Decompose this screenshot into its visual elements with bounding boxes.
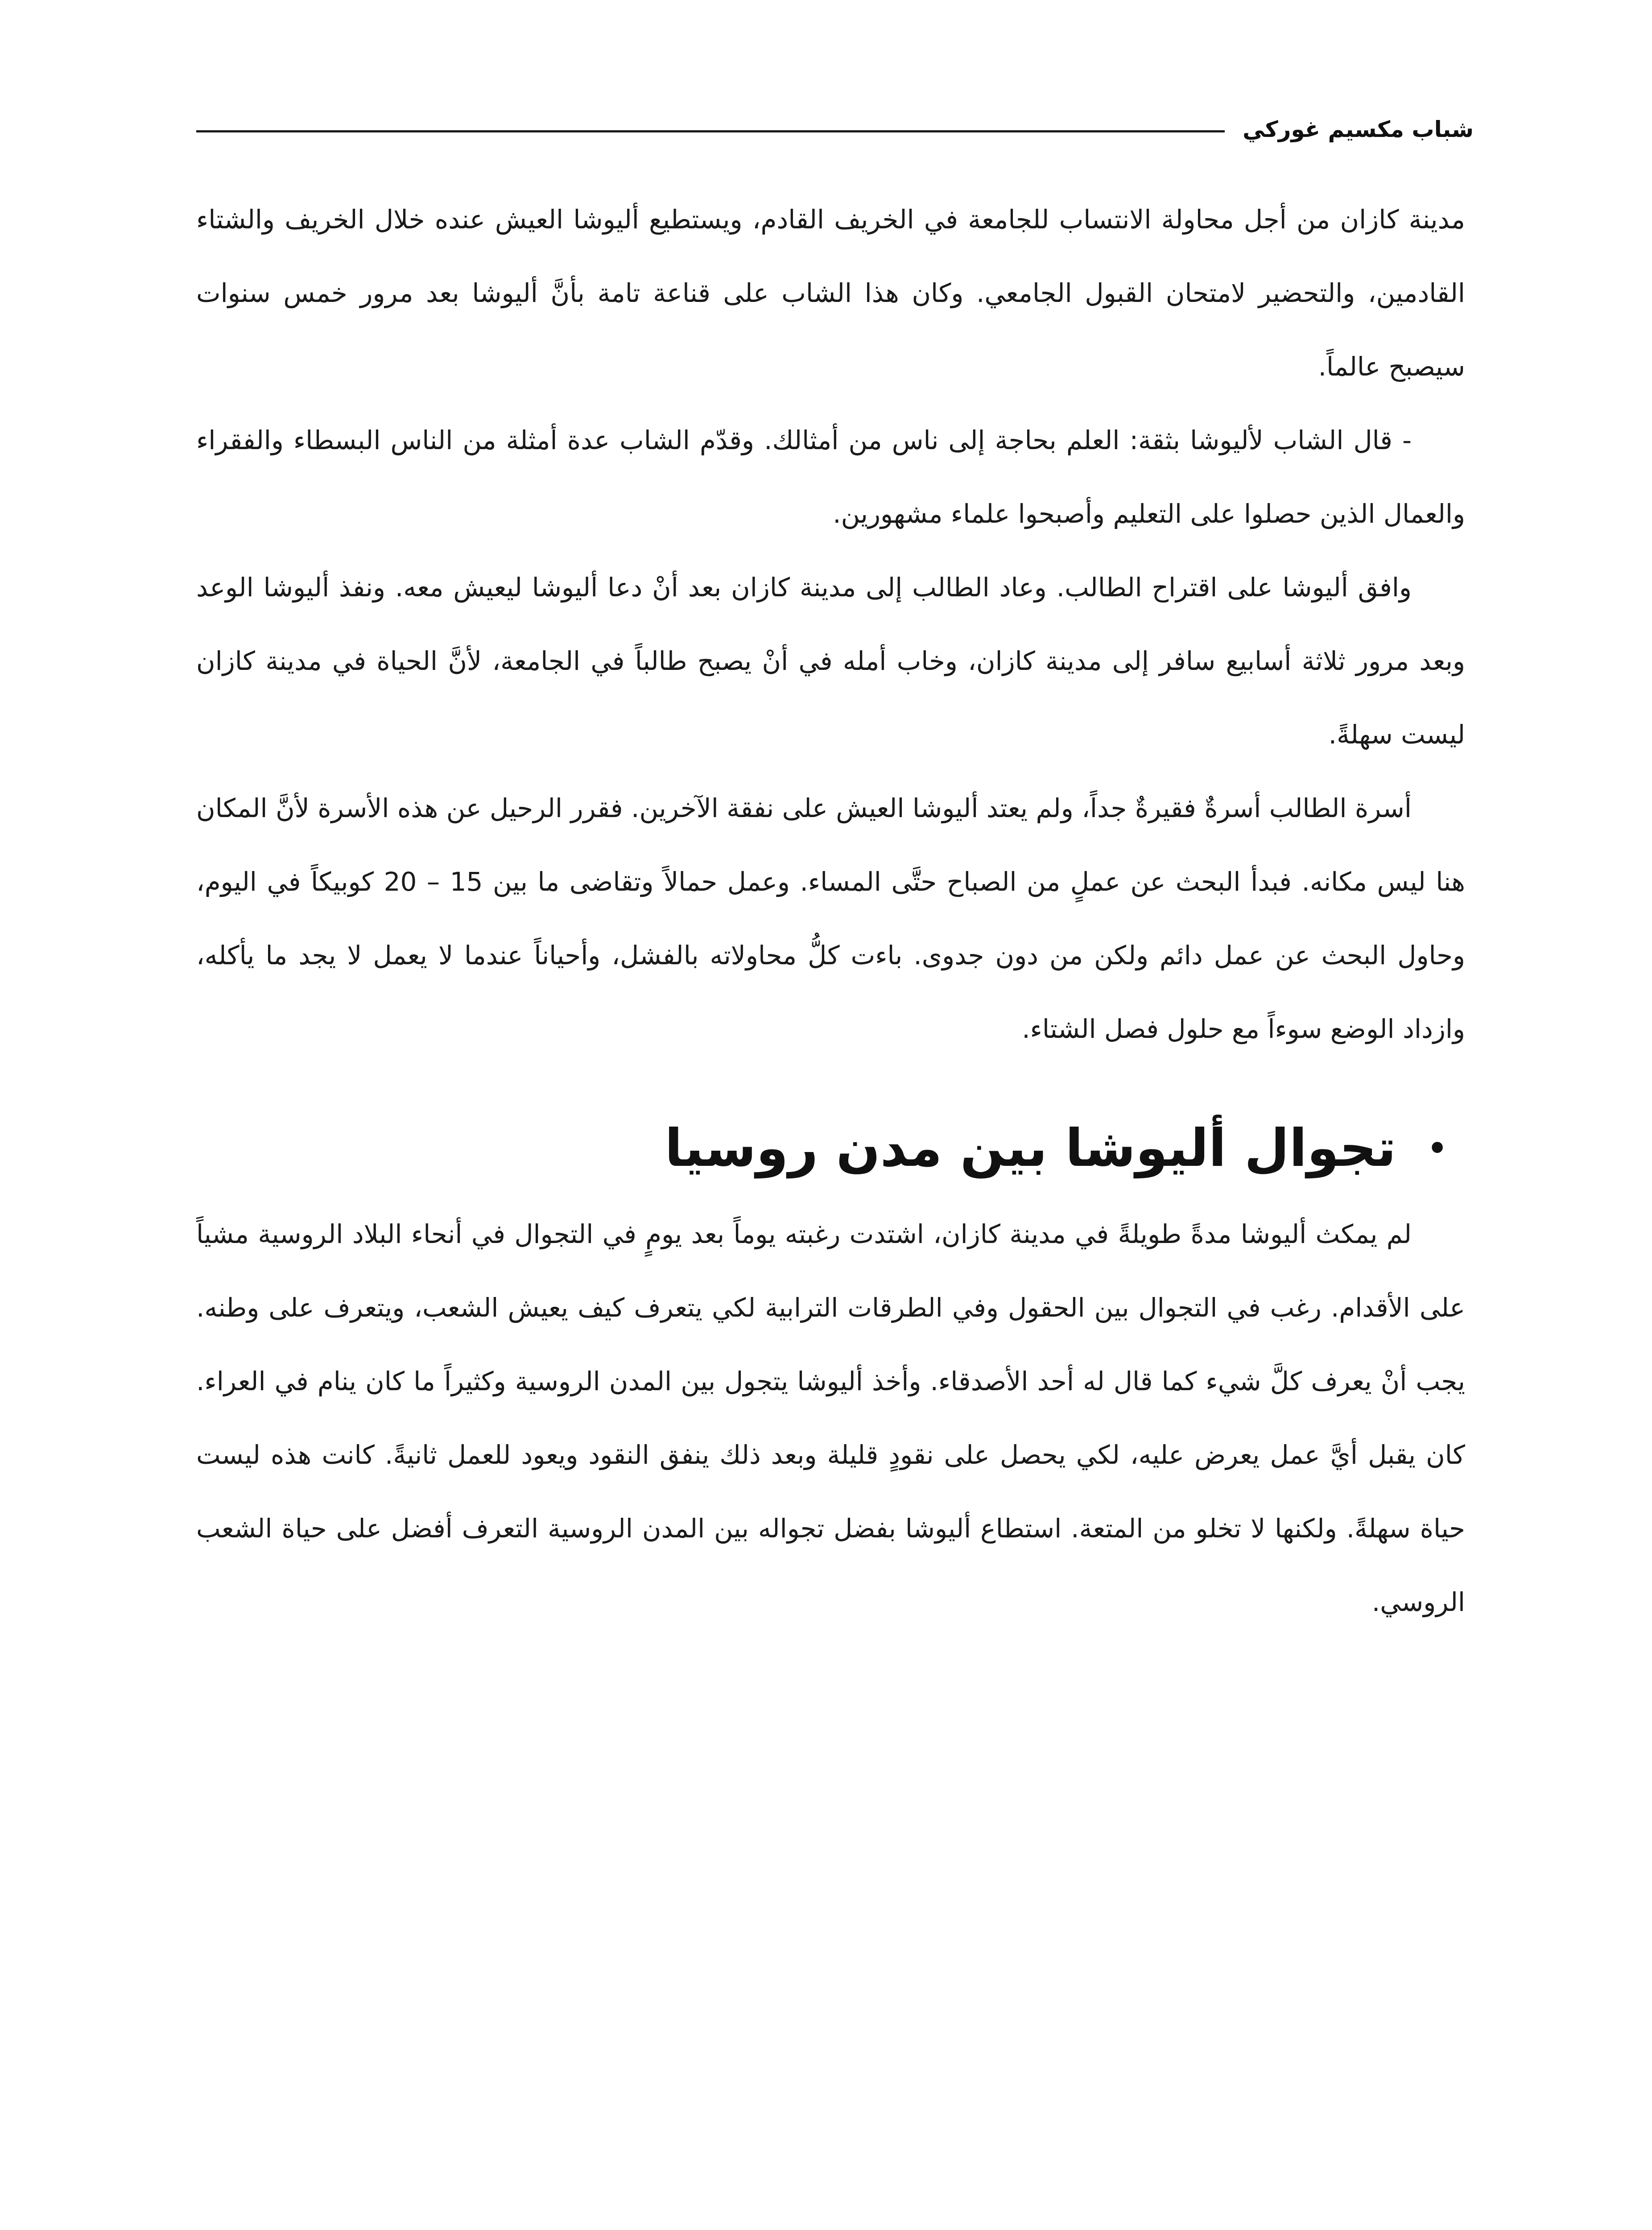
running-header	[196, 112, 1474, 147]
header-rule	[196, 130, 1225, 132]
bullet-icon: •	[1427, 1130, 1447, 1167]
paragraph-continuation: مدينة كازان من أجل محاولة الانتساب للجامعة في الخريف القادم، ويستطيع أليوشا العيش عنده خلال الخريف والشتاء القادمين، والتحضير لامتحان القبول الجامعي. وكان هذا الشاب على قناعة تامة بأنَّ أليوشا بعد مرور خمس سنوات سيصبح عالماً.	[196, 204, 1465, 382]
section-heading	[196, 1108, 1465, 1189]
section-heading-text: تجوال أليوشا بين مدن روسيا	[665, 1118, 1396, 1178]
body-text	[196, 183, 1465, 1639]
paragraph-dialogue: - قال الشاب لأليوشا بثقة: العلم بحاجة إلى ناس من أمثالك. وقدّم الشاب عدة أمثلة من الناس البسطاء والفقراء والعمال الذين حصلوا على التعليم وأصبحوا علماء مشهورين.	[196, 425, 1465, 529]
paragraph: لم يمكث أليوشا مدةً طويلةً في مدينة كازان، اشتدت رغبته يوماً بعد يومٍ في التجوال في أنحاء البلاد الروسية مشياً على الأقدام. رغب في التجوال بين الحقول وفي الطرقات الترابية لكي يتعرف كيف يعيش الشعب، ويتعرف على وطنه. يجب أنْ يعرف كلَّ شيء كما قال له أحد الأصدقاء. وأخذ أليوشا يتجول بين المدن الروسية وكثيراً ما كان ينام في العراء. كان يقبل أيَّ عمل يعرض عليه، لكي يحصل على نقودٍ قليلة وبعد ذلك ينفق النقود ويعود للعمل ثانيةً. كانت هذه ليست حياة سهلةً. ولكنها لا تخلو من المتعة. استطاع أليوشا بفضل تجواله بين المدن الروسية التعرف أفضل على حياة الشعب الروسي.	[196, 1219, 1465, 1617]
paragraph: وافق أليوشا على اقتراح الطالب. وعاد الطالب إلى مدينة كازان بعد أنْ دعا أليوشا ليعيش معه. ونفذ أليوشا الوعد وبعد مرور ثلاثة أسابيع سافر إلى مدينة كازان، وخاب أمله في أنْ يصبح طالباً في الجامعة، لأنَّ الحياة في مدينة كازان ليست سهلةً.	[196, 572, 1465, 750]
running-header-title: شباب مكسيم غوركي	[1243, 116, 1474, 142]
paragraph: أسرة الطالب أسرةٌ فقيرةٌ جداً، ولم يعتد أليوشا العيش على نفقة الآخرين. فقرر الرحيل عن هذه الأسرة لأنَّ المكان هنا ليس مكانه. فبدأ البحث عن عملٍ من الصباح حتَّى المساء. وعمل حمالاً وتقاضى ما بين 15 – 20 كوبيكاً في اليوم، وحاول البحث عن عمل دائم ولكن من دون جدوى. باءت كلُّ محاولاته بالفشل، وأحياناً عندما لا يعمل لا يجد ما يأكله، وازداد الوضع سوءاً مع حلول فصل الشتاء.	[196, 793, 1466, 1044]
